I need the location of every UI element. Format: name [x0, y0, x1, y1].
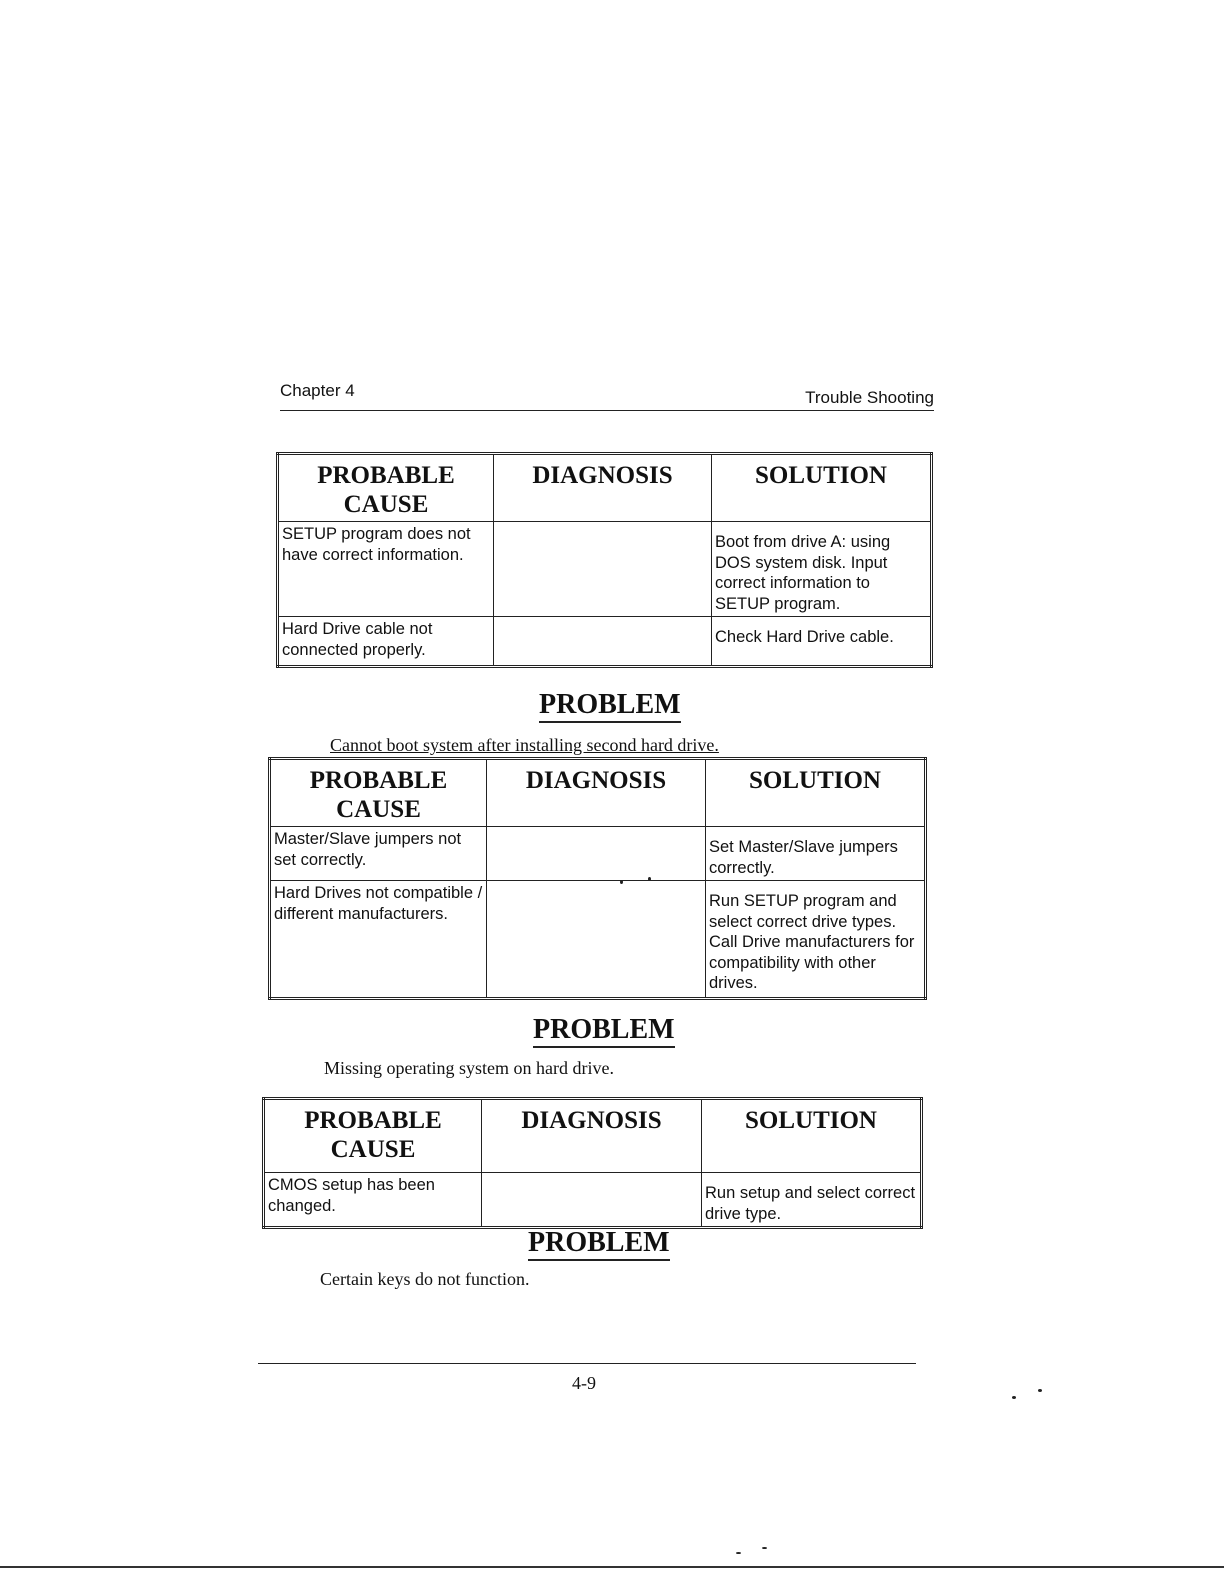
solution-cell: Run setup and select correct drive type.	[702, 1173, 922, 1228]
table-row	[278, 617, 932, 667]
cause-cell: SETUP program does not have correct information.	[278, 522, 494, 617]
problem-heading: PROBLEM	[539, 690, 681, 723]
header-probable-cause: PROBABLE CAUSE	[270, 759, 487, 827]
diagnosis-cell	[487, 881, 706, 999]
troubleshooting-table-1	[276, 452, 933, 668]
solution-cell: Set Master/Slave jumpers correctly.	[706, 827, 926, 881]
cause-cell: Hard Drives not compatible / different manufacturers.	[270, 881, 487, 999]
header-solution: SOLUTION	[702, 1099, 922, 1173]
table-row	[278, 522, 932, 617]
troubleshooting-table-3	[262, 1097, 923, 1229]
section-title: Trouble Shooting	[805, 388, 934, 407]
scan-speck	[1012, 1396, 1016, 1399]
scan-speck	[620, 880, 623, 884]
scan-speck	[736, 1552, 741, 1554]
header-probable-cause: PROBABLE CAUSE	[278, 454, 494, 522]
diagnosis-cell	[494, 522, 712, 617]
scan-speck	[762, 1547, 767, 1549]
problem-heading: PROBLEM	[528, 1228, 670, 1261]
header-probable-cause: PROBABLE CAUSE	[264, 1099, 482, 1173]
cause-cell: CMOS setup has been changed.	[264, 1173, 482, 1228]
problem-heading: PROBLEM	[533, 1015, 675, 1048]
scan-speck	[1038, 1389, 1042, 1392]
diagnosis-cell	[494, 617, 712, 667]
footer-rule	[258, 1363, 916, 1364]
scan-edge-line	[0, 1566, 1224, 1568]
solution-cell: Boot from drive A: using DOS system disk. Input correct information to SETUP program.	[712, 522, 932, 617]
problem-description: Certain keys do not function.	[320, 1269, 530, 1289]
cause-cell: Master/Slave jumpers not set correctly.	[270, 827, 487, 881]
table-row	[264, 1173, 922, 1228]
table-header-row	[264, 1099, 922, 1173]
scan-speck	[648, 877, 651, 881]
diagnosis-cell	[487, 827, 706, 881]
page-header	[280, 380, 934, 411]
troubleshooting-table-2	[268, 757, 927, 1000]
table-row	[270, 881, 926, 999]
header-diagnosis: DIAGNOSIS	[482, 1099, 702, 1173]
solution-cell: Run SETUP program and select correct drive types. Call Drive manufacturers for compatibility with other drives.	[706, 881, 926, 999]
cause-cell: Hard Drive cable not connected properly.	[278, 617, 494, 667]
table-header-row	[270, 759, 926, 827]
solution-cell: Check Hard Drive cable.	[712, 617, 932, 667]
header-diagnosis: DIAGNOSIS	[487, 759, 706, 827]
problem-description: Missing operating system on hard drive.	[324, 1058, 614, 1078]
problem-description: Cannot boot system after installing second hard drive.	[330, 735, 719, 755]
header-solution: SOLUTION	[712, 454, 932, 522]
diagnosis-cell	[482, 1173, 702, 1228]
chapter-label: Chapter 4	[280, 381, 355, 400]
header-solution: SOLUTION	[706, 759, 926, 827]
page-number: 4-9	[572, 1373, 596, 1393]
table-header-row	[278, 454, 932, 522]
table-row	[270, 827, 926, 881]
header-diagnosis: DIAGNOSIS	[494, 454, 712, 522]
